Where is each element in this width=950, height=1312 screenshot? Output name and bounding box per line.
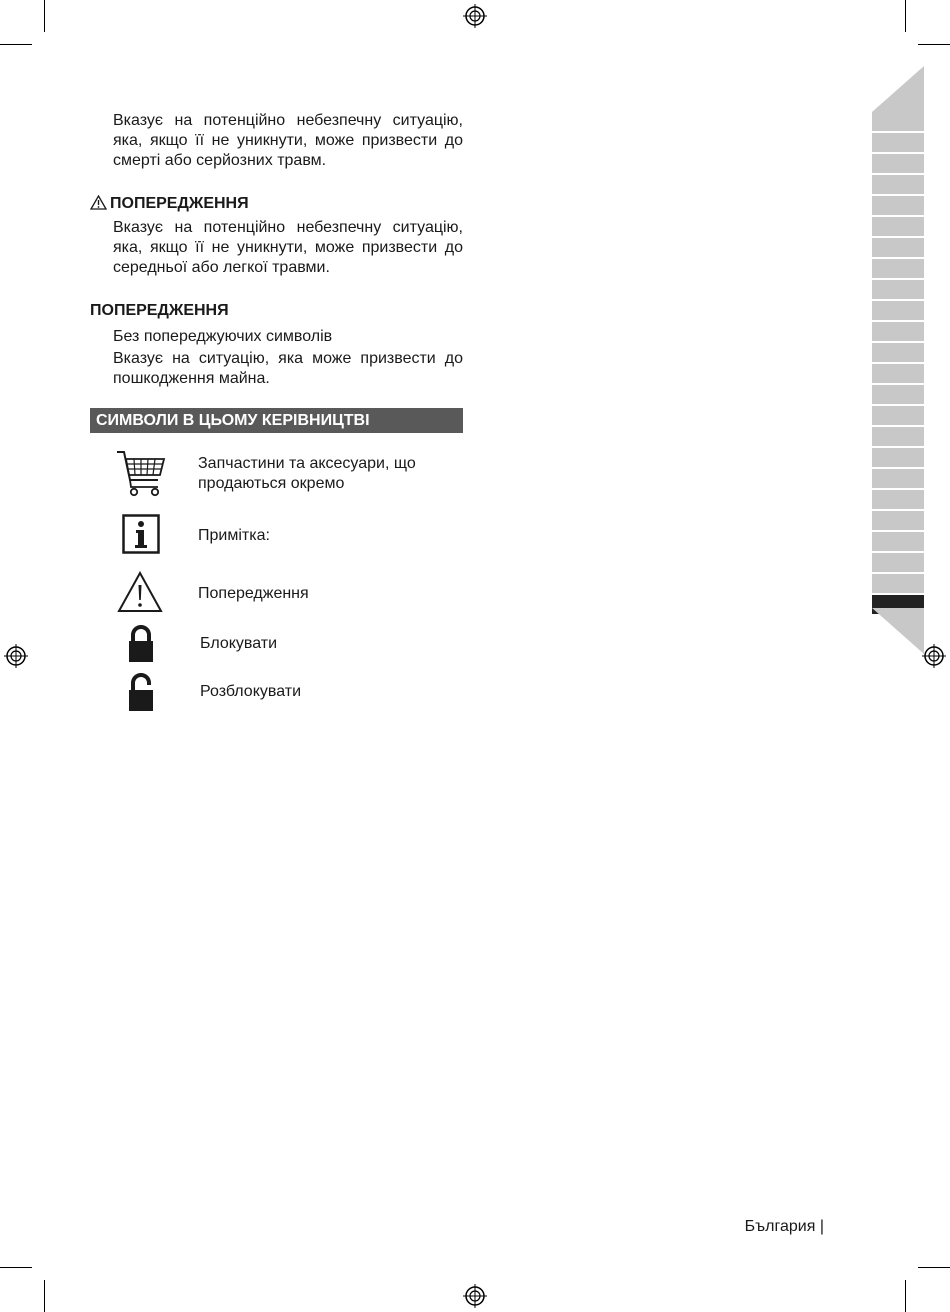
crop-mark — [905, 0, 906, 32]
notice-line-1: Без попереджуючих символів — [113, 328, 333, 345]
crop-mark — [44, 1280, 45, 1312]
crop-mark — [905, 1280, 906, 1312]
thumb-tab — [872, 238, 924, 257]
thumb-tabs — [872, 112, 924, 616]
thumb-tab — [872, 364, 924, 383]
thumb-tab — [872, 490, 924, 509]
thumb-tab — [872, 280, 924, 299]
symbol-label-parts: Запчастини та аксесуари, що продаються окремо — [198, 455, 416, 492]
thumb-tab — [872, 448, 924, 467]
crop-mark — [0, 1267, 32, 1268]
registration-mark-icon — [463, 4, 487, 28]
symbol-label-lock: Блокувати — [200, 635, 278, 652]
thumb-tab — [872, 469, 924, 488]
tab-bottom-triangle — [872, 608, 924, 654]
warning-triangle-icon — [117, 571, 163, 613]
cart-icon — [116, 449, 166, 497]
symbol-label-unlock: Розблокувати — [200, 683, 302, 700]
thumb-tab — [872, 406, 924, 425]
warning-text: Вказує на потенційно небезпечну ситуацію, яка, якщо її не уникнути, може призвести до смерті або серйозних травм. — [113, 112, 463, 169]
section-title: СИМВОЛИ В ЦЬОМУ КЕРІВНИЦТВІ — [90, 408, 463, 433]
caution-heading-label: ПОПЕРЕДЖЕННЯ — [110, 195, 249, 212]
thumb-tab — [872, 133, 924, 152]
thumb-tab — [872, 532, 924, 551]
thumb-tab — [872, 175, 924, 194]
thumb-tab — [872, 196, 924, 215]
caution-heading — [90, 194, 249, 214]
tab-top-triangle — [872, 66, 924, 112]
thumb-tab — [872, 427, 924, 446]
crop-mark — [918, 1267, 950, 1268]
thumb-tab — [872, 574, 924, 593]
registration-mark-icon — [4, 644, 28, 668]
thumb-tab — [872, 511, 924, 530]
thumb-tab — [872, 112, 924, 131]
thumb-tab — [872, 301, 924, 320]
thumb-tab — [872, 217, 924, 236]
warning-triangle-icon — [90, 195, 107, 210]
caution-text: Вказує на потенційно небезпечну ситуацію, яка, якщо її не уникнути, може призвести до середньої або легкої травми. — [113, 219, 463, 276]
unlock-icon — [127, 672, 155, 712]
lock-icon — [127, 624, 155, 664]
crop-mark — [44, 0, 45, 32]
registration-mark-icon — [922, 644, 946, 668]
thumb-tab — [872, 553, 924, 572]
thumb-tab — [872, 154, 924, 173]
page-footer: България | — [744, 1218, 824, 1235]
crop-mark — [0, 44, 32, 45]
thumb-tab — [872, 343, 924, 362]
thumb-tab — [872, 385, 924, 404]
info-icon — [122, 514, 160, 554]
thumb-tab — [872, 322, 924, 341]
crop-mark — [918, 44, 950, 45]
registration-mark-icon — [463, 1284, 487, 1308]
symbol-label-warning: Попередження — [198, 585, 309, 602]
symbol-label-note: Примітка: — [198, 527, 270, 544]
notice-heading: ПОПЕРЕДЖЕННЯ — [90, 302, 229, 319]
thumb-tab — [872, 259, 924, 278]
notice-line-2: Вказує на ситуацію, яка може призвести до пошкодження майна. — [113, 350, 463, 387]
